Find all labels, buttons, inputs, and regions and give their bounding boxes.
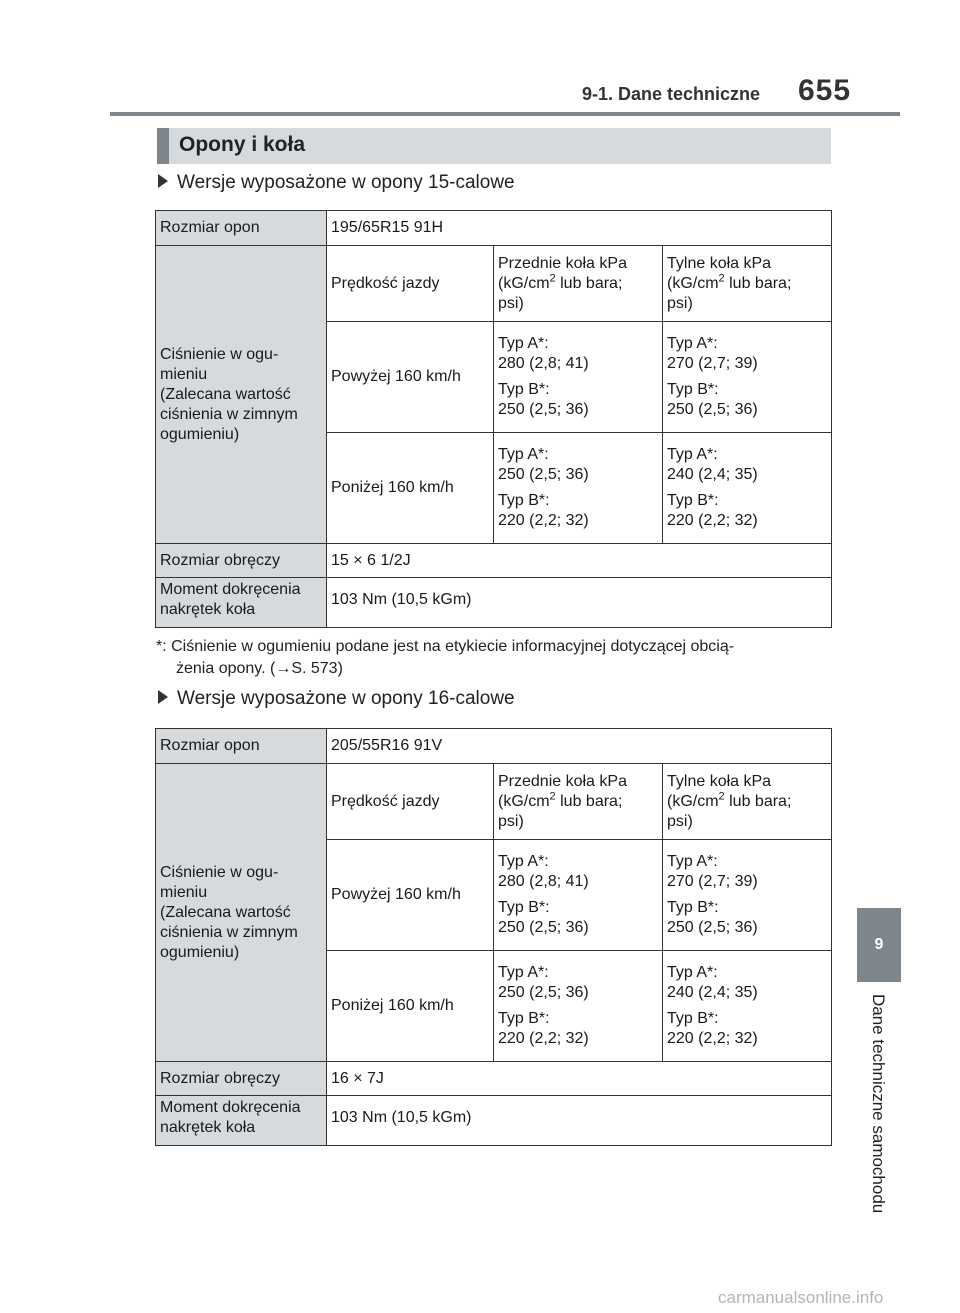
table-text: 240 (2,4; 35) <box>667 984 758 1001</box>
table-text: 280 (2,8; 41) <box>498 873 589 890</box>
table-row <box>156 764 832 840</box>
table-text: 250 (2,5; 36) <box>667 401 758 418</box>
table-cell <box>494 246 663 322</box>
header-rule <box>110 112 900 116</box>
table-cell <box>494 433 663 544</box>
table-cell: 15 × 6 1/2J <box>327 544 832 578</box>
table-cell: 103 Nm (10,5 kGm) <box>327 578 832 628</box>
table-text: Typ A*: <box>667 335 718 352</box>
tire-table-16 <box>155 728 832 1146</box>
header-section-title: 9-1. Dane techniczne <box>582 84 761 104</box>
table-row <box>156 578 832 628</box>
table-text: Typ B*: <box>498 1010 550 1027</box>
table-row <box>156 246 832 322</box>
subheading-15 <box>158 172 515 194</box>
section-title: Opony i koła <box>157 128 831 164</box>
table-text: Typ A*: <box>667 446 718 463</box>
table-cell: 103 Nm (10,5 kGm) <box>327 1096 832 1146</box>
subheading-15-text: Wersje wyposażone w opony 15-calowe <box>177 172 515 193</box>
table-text <box>498 792 658 812</box>
table-text: psi) <box>498 294 524 312</box>
table-text: 220 (2,2; 32) <box>667 1030 758 1047</box>
table-cell <box>663 840 832 951</box>
chapter-side-label: Dane techniczne samochodu <box>869 994 888 1214</box>
table-cell: Poniżej 160 km/h <box>327 951 494 1062</box>
subheading-16-text: Wersje wyposażone w opony 16-calowe <box>177 688 515 709</box>
table-text: Typ B*: <box>498 492 550 509</box>
table-text: 250 (2,5; 36) <box>667 919 758 936</box>
table-cell: Rozmiar obręczy <box>156 1062 327 1096</box>
superscript: 2 <box>718 790 725 803</box>
table-text: 270 (2,7; 39) <box>667 873 758 890</box>
table-cell: Moment dokręcenia nakrętek koła <box>156 578 327 628</box>
table-text: Typ A*: <box>667 853 718 870</box>
table-text: 250 (2,5; 36) <box>498 919 589 936</box>
table-text: Typ A*: <box>498 964 549 981</box>
table-row <box>156 544 832 578</box>
table-text: lub bara; <box>724 792 792 810</box>
table-text: (kG/cm <box>498 274 550 292</box>
table-row <box>156 729 832 764</box>
table-cell <box>494 951 663 1062</box>
table-cell <box>663 764 832 840</box>
table-cell: Ciśnienie w ogu- mieniu (Zalecana wartość ciśnienia w zimnym ogumieniu) <box>156 764 327 1062</box>
table-text: 250 (2,5; 36) <box>498 984 589 1001</box>
table-text: Typ B*: <box>667 492 719 509</box>
table-text: (kG/cm <box>498 792 550 810</box>
superscript: 2 <box>549 790 556 803</box>
table-text: 250 (2,5; 36) <box>498 401 589 418</box>
table-cell: 195/65R15 91H <box>327 211 832 246</box>
table-cell <box>494 764 663 840</box>
table-text: lub bara; <box>555 792 623 810</box>
table-cell <box>494 322 663 433</box>
footnote <box>156 636 832 680</box>
table-cell <box>663 322 832 433</box>
table-text: Typ B*: <box>498 899 550 916</box>
table-text <box>667 792 827 812</box>
table-cell: Powyżej 160 km/h <box>327 322 494 433</box>
table-text <box>667 274 827 294</box>
table-text: 270 (2,7; 39) <box>667 355 758 372</box>
superscript: 2 <box>549 272 556 285</box>
table-cell: 205/55R16 91V <box>327 729 832 764</box>
table-cell: Prędkość jazdy <box>327 764 494 840</box>
table-row <box>156 1062 832 1096</box>
table-cell <box>663 433 832 544</box>
table-cell: 16 × 7J <box>327 1062 832 1096</box>
table-row <box>156 1096 832 1146</box>
footnote-line: żenia opony. (→S. 573) <box>176 660 343 677</box>
table-text: Typ A*: <box>667 964 718 981</box>
table-text: 280 (2,8; 41) <box>498 355 589 372</box>
table-text: Typ B*: <box>667 899 719 916</box>
table-text: Tylne koła kPa <box>667 254 772 272</box>
table-text: psi) <box>667 812 693 830</box>
table-text: Typ B*: <box>498 381 550 398</box>
table-cell: Moment dokręcenia nakrętek koła <box>156 1096 327 1146</box>
table-row <box>156 211 832 246</box>
table-text: 250 (2,5; 36) <box>498 466 589 483</box>
table-text: (kG/cm <box>667 274 719 292</box>
table-cell: Rozmiar opon <box>156 729 327 764</box>
table-cell: Rozmiar obręczy <box>156 544 327 578</box>
superscript: 2 <box>718 272 725 285</box>
table-text: Typ B*: <box>667 1010 719 1027</box>
table-cell: Rozmiar opon <box>156 211 327 246</box>
table-cell: Prędkość jazdy <box>327 246 494 322</box>
page-number: 655 <box>798 74 852 107</box>
table-text: 220 (2,2; 32) <box>498 1030 589 1047</box>
table-cell: Powyżej 160 km/h <box>327 840 494 951</box>
table-text: lub bara; <box>724 274 792 292</box>
table-cell: Ciśnienie w ogu- mieniu (Zalecana wartość ciśnienia w zimnym ogumieniu) <box>156 246 327 544</box>
table-cell <box>663 246 832 322</box>
table-text: 240 (2,4; 35) <box>667 466 758 483</box>
table-text: psi) <box>667 294 693 312</box>
triangle-bullet-icon <box>158 690 168 704</box>
table-text: Typ A*: <box>498 446 549 463</box>
table-cell: Poniżej 160 km/h <box>327 433 494 544</box>
tire-table-15 <box>155 210 832 628</box>
table-text: psi) <box>498 812 524 830</box>
table-cell <box>663 951 832 1062</box>
table-text: 220 (2,2; 32) <box>498 512 589 529</box>
chapter-tab: 9 <box>857 908 901 982</box>
table-cell <box>494 840 663 951</box>
table-text: Tylne koła kPa <box>667 772 772 790</box>
table-text: Typ A*: <box>498 335 549 352</box>
table-text: Przednie koła kPa <box>498 772 627 790</box>
watermark: carmanualsonline.info <box>718 1288 884 1307</box>
footnote-line: *: Ciśnienie w ogumieniu podane jest na etykiecie informacyjnej dotyczącej obcią- <box>156 638 735 655</box>
table-text: Typ A*: <box>498 853 549 870</box>
table-text: 220 (2,2; 32) <box>667 512 758 529</box>
table-text: (kG/cm <box>667 792 719 810</box>
subheading-16 <box>158 688 515 710</box>
table-text: Typ B*: <box>667 381 719 398</box>
triangle-bullet-icon <box>158 174 168 188</box>
table-text: lub bara; <box>555 274 623 292</box>
table-text: Przednie koła kPa <box>498 254 627 272</box>
table-text <box>498 274 658 294</box>
